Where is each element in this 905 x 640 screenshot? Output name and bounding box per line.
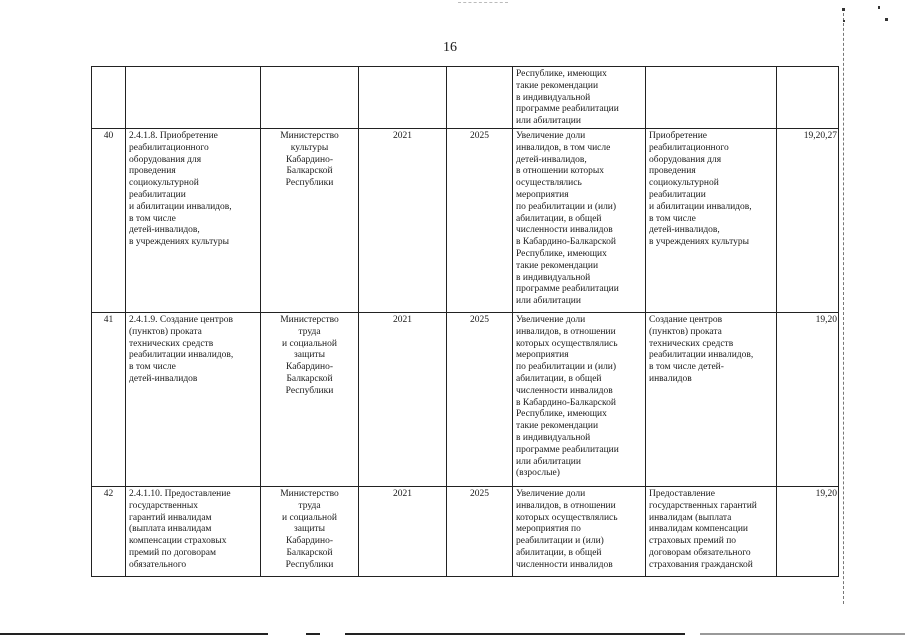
expected-result-cell: Республике, имеющих такие рекомендации в индивидуальной программе реабилитации или абилитации: [513, 67, 646, 129]
end-year-cell: 2025: [447, 486, 513, 576]
event-name-cell: 2.4.1.10. Предоставление государственных гарантий инвалидам (выплата инвалидам компенсации страховых премий по договорам обязательного: [126, 486, 261, 576]
start-year-cell: 2021: [359, 128, 447, 312]
table-row: [92, 486, 839, 576]
indicators-cell: 19,20: [777, 312, 839, 486]
executor-cell: Министерство труда и социальной защиты Кабардино- Балкарской Республики: [261, 486, 359, 576]
direction-cell: Создание центров (пунктов) проката технических средств реабилитации инвалидов, в том числе детей- инвалидов: [646, 312, 777, 486]
direction-cell: [646, 67, 777, 129]
page-number: 16: [443, 40, 457, 55]
row-number-cell: 41: [92, 312, 126, 486]
scan-corner-mark: [842, 8, 845, 11]
direction-cell: Предоставление государственных гарантий инвалидам (выплата инвалидам компенсации страховых премий по договорам обязательного страхования гражданской: [646, 486, 777, 576]
executor-cell: Министерство труда и социальной защиты Кабардино- Балкарской Республики: [261, 312, 359, 486]
end-year-cell: 2025: [447, 128, 513, 312]
scan-corner-mark: [843, 20, 845, 22]
executor-cell: [261, 67, 359, 129]
scan-corner-mark: [885, 18, 888, 21]
table-row: [92, 128, 839, 312]
expected-result-cell: Увеличение доли инвалидов, в отношении которых осуществлялись мероприятия по реабилитации и (или) абилитации, в общей численности инвалидов в Кабардино-Балкарской Республике, имеющих такие рекомендации в индивидуальной программе реабилитации или абилитации (взрослые): [513, 312, 646, 486]
table-row: [92, 67, 839, 129]
scan-right-edge-line: [843, 8, 844, 604]
end-year-cell: 2025: [447, 312, 513, 486]
start-year-cell: 2021: [359, 486, 447, 576]
scan-bottom-edge: [0, 633, 905, 635]
scan-top-mark: [458, 2, 508, 3]
table-row: [92, 312, 839, 486]
expected-result-cell: Увеличение доли инвалидов, в том числе детей-инвалидов, в отношении которых осуществлялись мероприятия по реабилитации и (или) абилитации, в общей численности инвалидов в Кабардино-Балкарской Республике, имеющих такие рекомендации в индивидуальной программе реабилитации или абилитации: [513, 128, 646, 312]
event-name-cell: [126, 67, 261, 129]
executor-cell: Министерство культуры Кабардино- Балкарской Республики: [261, 128, 359, 312]
indicators-cell: [777, 67, 839, 129]
start-year-cell: 2021: [359, 312, 447, 486]
scan-corner-mark: [878, 6, 880, 9]
row-number-cell: [92, 67, 126, 129]
expected-result-cell: Увеличение доли инвалидов, в отношении которых осуществлялись мероприятия по реабилитации и (или) абилитации, в общей численности инвалидов: [513, 486, 646, 576]
direction-cell: Приобретение реабилитационного оборудования для проведения социокультурной реабилитации и абилитации инвалидов, в том числе детей-инвалидов, в учреждениях культуры: [646, 128, 777, 312]
indicators-cell: 19,20: [777, 486, 839, 576]
start-year-cell: [359, 67, 447, 129]
event-name-cell: 2.4.1.8. Приобретение реабилитационного оборудования для проведения социокультурной реабилитации и абилитации инвалидов, в том числе детей-инвалидов, в учреждениях культуры: [126, 128, 261, 312]
row-number-cell: 40: [92, 128, 126, 312]
row-number-cell: 42: [92, 486, 126, 576]
end-year-cell: [447, 67, 513, 129]
indicators-cell: 19,20,27: [777, 128, 839, 312]
measures-table: [91, 66, 839, 577]
event-name-cell: 2.4.1.9. Создание центров (пунктов) проката технических средств реабилитации инвалидов, в том числе детей-инвалидов: [126, 312, 261, 486]
